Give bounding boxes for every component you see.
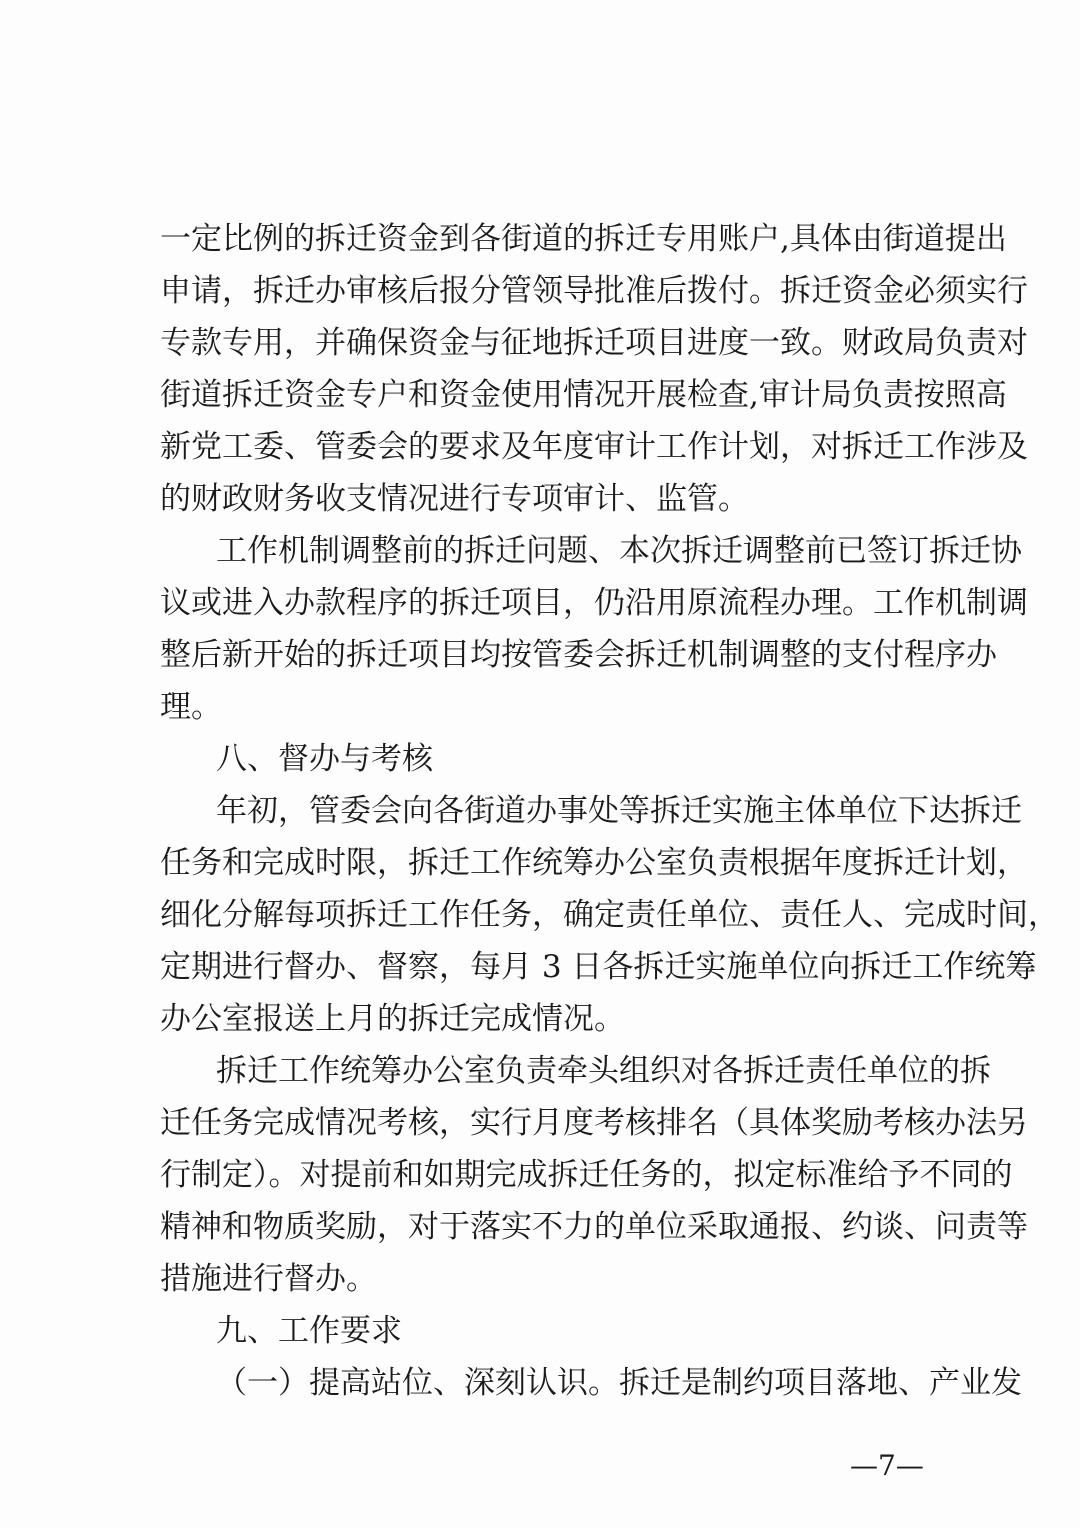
page-number: —7— [850,1449,924,1482]
text-line: 拆迁工作统筹办公室负责牵头组织对各拆迁责任单位的拆 [216,1053,991,1089]
text-line: 办公室报送上月的拆迁完成情况。 [160,1001,625,1037]
text-line: 细化分解每项拆迁工作任务，确定责任单位、责任人、完成时间， [160,897,1059,933]
text-line: 迁任务完成情况考核，实行月度考核排名（具体奖励考核办法另 [160,1105,1028,1141]
text-line: 专款专用，并确保资金与征地拆迁项目进度一致。财政局负责对 [160,325,1028,361]
text-line: 一定比例的拆迁资金到各街道的拆迁专用账户,具体由街道提出 [160,221,1007,257]
section-heading-requirements: 九、工作要求 [216,1313,402,1349]
text-line: （一）提高站位、深刻认识。拆迁是制约项目落地、产业发 [216,1365,1022,1401]
text-line: 理。 [160,689,222,725]
text-line: 精神和物质奖励，对于落实不力的单位采取通报、约谈、问责等 [160,1209,1028,1245]
text-line: 工作机制调整前的拆迁问题、本次拆迁调整前已签订拆迁协 [216,533,1022,569]
text-line: 任务和完成时限，拆迁工作统筹办公室负责根据年度拆迁计划， [160,845,1028,881]
text-line: 行制定）。对提前和如期完成拆迁任务的，拟定标准给予不同的 [160,1157,1013,1193]
text-line: 街道拆迁资金专户和资金使用情况开展检查,审计局负责按照高 [160,377,1007,413]
text-line: 措施进行督办。 [160,1261,377,1297]
text-line: 整后新开始的拆迁项目均按管委会拆迁机制调整的支付程序办 [160,637,997,673]
section-heading-supervision: 八、督办与考核 [216,741,433,777]
text-line: 新党工委、管委会的要求及年度审计工作计划，对拆迁工作涉及 [160,429,1028,465]
text-line: 年初，管委会向各街道办事处等拆迁实施主体单位下达拆迁 [216,793,1022,829]
text-line: 的财政财务收支情况进行专项审计、监管。 [160,481,749,517]
text-line: 议或进入办款程序的拆迁项目，仍沿用原流程办理。工作机制调 [160,585,1028,621]
text-line: 定期进行督办、督察，每月 3 日各拆迁实施单位向拆迁工作统筹 [160,949,1037,985]
text-line: 申请，拆迁办审核后报分管领导批准后拨付。拆迁资金必须实行 [160,273,1028,309]
